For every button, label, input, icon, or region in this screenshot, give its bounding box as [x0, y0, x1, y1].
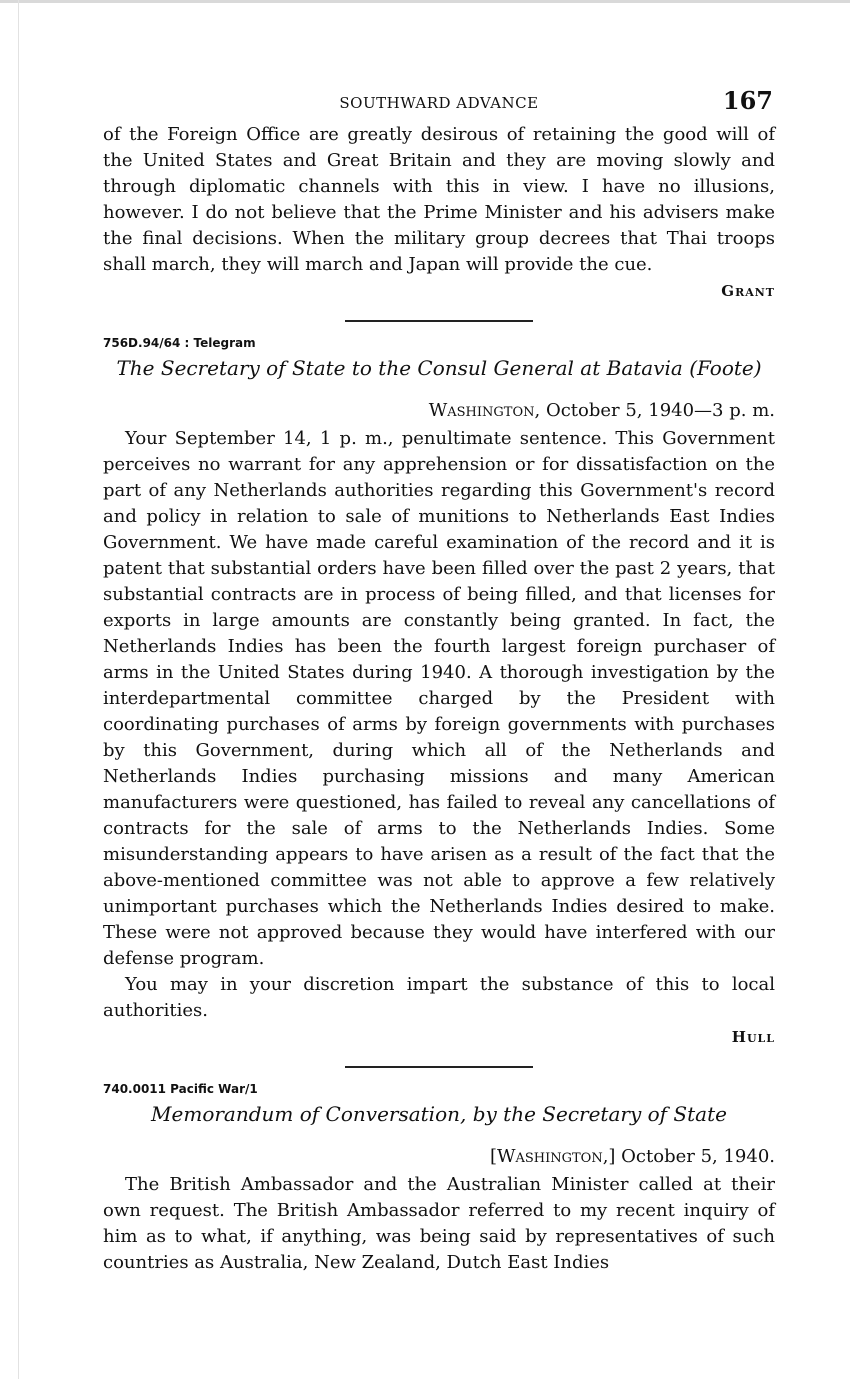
signature-text: Hull: [731, 1028, 775, 1046]
section-divider: [345, 320, 533, 322]
file-reference: 740.0011 Pacific War/1: [103, 1082, 258, 1096]
signature-text: Grant: [721, 282, 775, 300]
dateline: [103, 398, 775, 424]
signature-grant: [103, 282, 775, 300]
dateline-date: , October 5, 1940—3 p. m.: [534, 400, 775, 421]
dateline-place: [Washington,]: [489, 1146, 616, 1167]
signature-hull: [103, 1028, 775, 1046]
continuation-paragraph: of the Foreign Office are greatly desirous of retaining the good will of the United States and Great Britain and they are moving slowly and through diplomatic channels with this in view. I have no illusions, however. I do not believe that the Prime Minister and his advisers make the final decisions. When the military group decrees that Thai troops shall march, they will march and Japan will provide the cue.: [103, 124, 775, 275]
binding-gutter-line: [18, 0, 19, 1379]
telegram-closing-paragraph: You may in your discretion impart the substance of this to local authorities.: [103, 974, 775, 1021]
document-heading: Memorandum of Conversation, by the Secretary of State: [151, 1102, 727, 1126]
running-title: SOUTHWARD ADVANCE: [339, 94, 539, 112]
running-header: [103, 86, 775, 122]
dateline-place: Washington: [428, 400, 535, 421]
document-heading: The Secretary of State to the Consul General at Batavia (Foote): [116, 356, 762, 380]
document-page: [103, 86, 775, 1276]
section-divider: [345, 1066, 533, 1068]
page-top-edge: [0, 0, 850, 3]
telegram-paragraph: Your September 14, 1 p. m., penultimate sentence. This Government perceives no warrant for any apprehension or for dissatisfaction on the part of any Netherlands authorities regarding this Government's record and policy in relation to sale of munitions to Netherlands East Indies Government. We have made careful examination of the record and it is patent that substantial orders have been filled over the past 2 years, that substantial contracts are in process of being filled, and that licenses for exports in large amounts are constantly being granted. In fact, the Netherlands Indies has been the fourth largest foreign purchaser of arms in the United States during 1940. A thorough investigation by the interdepartmental committee charged by the President with coordinating purchases of arms by foreign governments with purchases by this Government, during which all of the Netherlands and Netherlands Indies purchasing missions and many American manufacturers were questioned, has failed to reveal any cancellations of contracts for the sale of arms to the Netherlands Indies. Some misunderstanding appears to have arisen as a result of the fact that the above-mentioned committee was not able to approve a few relatively unimportant purchases which the Netherlands Indies desired to make. These were not approved because they would have interfered with our defense program.: [103, 428, 775, 969]
dateline: [103, 1144, 775, 1170]
memorandum-paragraph: The British Ambassador and the Australian Minister called at their own request. The British Ambassador referred to my recent inquiry of him as to what, if anything, was being said by representatives of such countries as Australia, New Zealand, Dutch East Indies: [103, 1174, 775, 1273]
dateline-date: October 5, 1940.: [615, 1146, 775, 1167]
file-reference: 756D.94/64 : Telegram: [103, 336, 256, 350]
page-number: 167: [722, 86, 773, 115]
